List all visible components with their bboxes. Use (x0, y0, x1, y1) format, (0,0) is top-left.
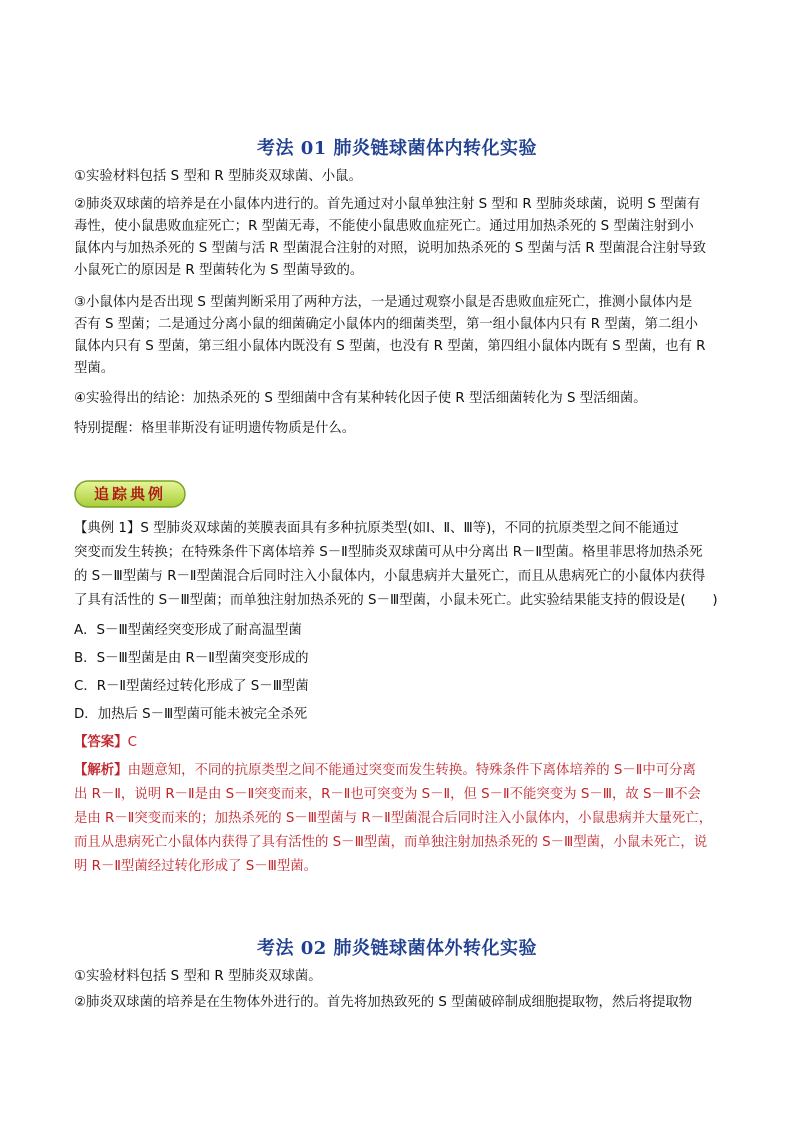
section-title-1: 考法 01 肺炎链球菌体内转化实验 (256, 138, 538, 159)
example-question-line-1: 【典例 1】S 型肺炎双球菌的荚膜表面具有多种抗原类型(如Ⅰ、Ⅱ、Ⅲ等)，不同的抗原类型之间不能通过 (74, 521, 679, 536)
example-question-line-3: 的 S－Ⅲ型菌与 R－Ⅱ型菌混合后同时注入小鼠体内，小鼠患病并大量死亡，而且从患病死亡的小鼠体内获得 (74, 569, 706, 584)
analysis-line-4: 而且从患病死亡小鼠体内获得了具有活性的 S－Ⅲ型菌，而单独注射加热杀死的 S－Ⅲ型菌，小鼠未死亡，说 (74, 835, 708, 850)
paragraph-3-line-2: 否有 S 型菌；二是通过分离小鼠的细菌确定小鼠体内的细菌类型，第一组小鼠体内只有 R 型菌，第二组小 (74, 317, 699, 332)
analysis-text-1: 由题意知，不同的抗原类型之间不能通过突变而发生转换。特殊条件下离体培养的 S－Ⅱ中可分离 (127, 763, 696, 778)
paragraph-3-line-1: ③小鼠体内是否出现 S 型菌判断采用了两种方法，一是通过观察小鼠是否患败血症死亡，推测小鼠体内是 (74, 295, 693, 310)
section2-paragraph-1: ①实验材料包括 S 型和 R 型肺炎双球菌。 (74, 969, 322, 984)
paragraph-2-line-1: ②肺炎双球菌的培养是在小鼠体内进行的。首先通过对小鼠单独注射 S 型和 R 型肺炎球菌，说明 S 型菌有 (74, 197, 701, 212)
badge-label: 追踪典例 (93, 485, 166, 503)
analysis-line-2: 出 R－Ⅱ，说明 R－Ⅱ是由 S－Ⅱ突变而来，R－Ⅱ也可突变为 S－Ⅱ，但 S－Ⅱ不能突变为 S－Ⅲ，故 S－Ⅲ不会 (74, 787, 701, 802)
paragraph-3-line-3: 鼠体内只有 S 型菌，第三组小鼠体内既没有 S 型菌，也没有 R 型菌，第四组小鼠体内既有 S 型菌，也有 R (74, 339, 706, 354)
answer-label: 【答案】 (74, 735, 128, 750)
analysis-line-1 (74, 760, 724, 782)
answer-value: C (127, 735, 137, 750)
paragraph-2-line-2: 毒性，使小鼠患败血症死亡；R 型菌无毒，不能使小鼠患败血症死亡。通过用加热杀死的 S 型菌注射到小 (74, 219, 694, 234)
special-reminder: 特别提醒：格里菲斯没有证明遗传物质是什么。 (74, 421, 356, 436)
section2-paragraph-2-line-1: ②肺炎双球菌的培养是在生物体外进行的。首先将加热致死的 S 型菌破碎制成细胞提取物，然后将提取物 (74, 995, 693, 1010)
paragraph-2-line-4: 小鼠死亡的原因是 R 型菌转化为 S 型菌导致的。 (74, 263, 364, 278)
analysis-line-5: 明 R－Ⅱ型菌经过转化形成了 S－Ⅲ型菌。 (74, 859, 317, 874)
analysis-line-3: 是由 R－Ⅱ突变而来的；加热杀死的 S－Ⅲ型菌与 R－Ⅱ型菌混合后同时注入小鼠体内，小鼠患病并大量死亡， (74, 811, 713, 826)
option-c: C．R－Ⅱ型菌经过转化形成了 S－Ⅲ型菌 (74, 679, 309, 694)
paragraph-2-line-3: 鼠体内与加热杀死的 S 型菌与活 R 型菌混合注射的对照，说明加热杀死的 S 型菌与活 R 型菌混合注射导致 (74, 241, 707, 256)
example-question-line-4: 了具有活性的 S－Ⅲ型菌；而单独注射加热杀死的 S－Ⅲ型菌，小鼠未死亡。此实验结果能支持的假设是( ) (74, 593, 718, 608)
option-d: D．加热后 S－Ⅲ型菌可能未被完全杀死 (74, 707, 308, 722)
tracking-example-badge (74, 480, 186, 508)
section-title-2: 考法 02 肺炎链球菌体外转化实验 (256, 938, 538, 959)
example-question-line-2: 突变而发生转换；在特殊条件下离体培养 S－Ⅱ型肺炎双球菌可从中分离出 R－Ⅱ型菌。格里菲思将加热杀死 (74, 545, 703, 560)
option-b: B．S－Ⅲ型菌是由 R－Ⅱ型菌突变形成的 (74, 651, 309, 666)
option-a: A．S－Ⅲ型菌经突变形成了耐高温型菌 (74, 623, 302, 638)
analysis-label: 【解析】 (74, 763, 128, 778)
paragraph-4: ④实验得出的结论：加热杀死的 S 型细菌中含有某种转化因子使 R 型活细菌转化为 S 型活细菌。 (74, 391, 647, 406)
paragraph-3-line-4: 型菌。 (74, 361, 115, 376)
answer-row (74, 732, 724, 754)
paragraph-1: ①实验材料包括 S 型和 R 型肺炎双球菌、小鼠。 (74, 169, 362, 184)
